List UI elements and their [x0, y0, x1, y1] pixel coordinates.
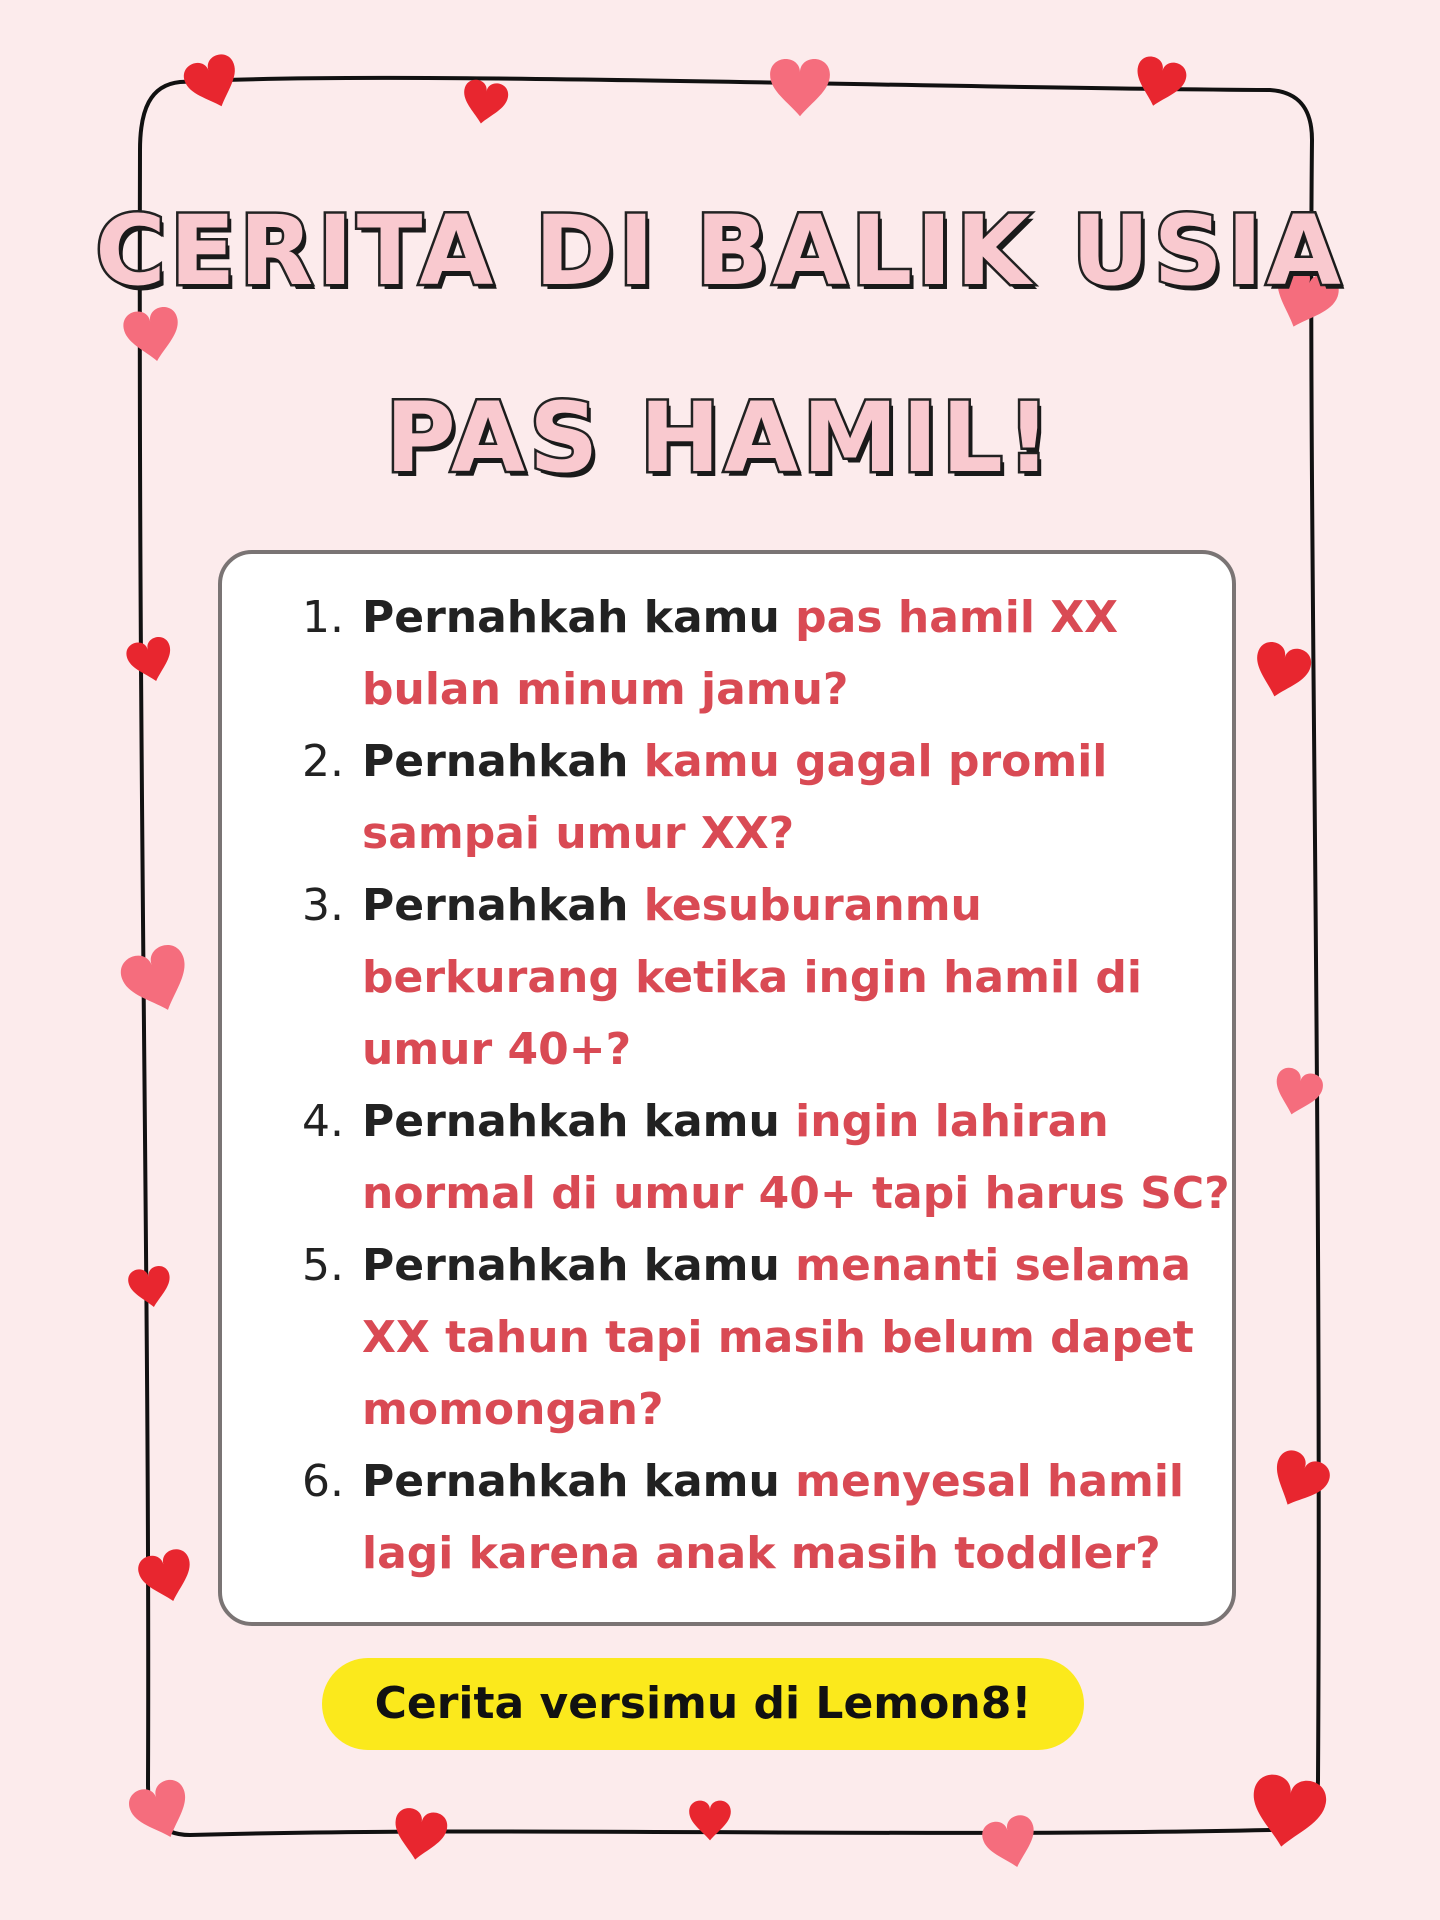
- question-item-1: [302, 582, 1232, 726]
- question-lead-text: Pernahkah kamu: [362, 592, 796, 643]
- title-line-1: CERITA DI BALIK USIA: [95, 195, 1345, 307]
- question-list: [302, 582, 1232, 1590]
- question-number: 1.: [302, 592, 344, 643]
- question-item-4: [302, 1086, 1232, 1230]
- question-number: 2.: [302, 736, 344, 787]
- heart-icon: [1245, 1772, 1329, 1853]
- heart-icon: [124, 634, 178, 686]
- question-highlight-text: kamu gagal promil sampai umur XX?: [362, 736, 1108, 859]
- question-item-3: [302, 870, 1232, 1086]
- heart-icon: [126, 1264, 174, 1310]
- question-lead-text: Pernahkah kamu: [362, 1456, 796, 1507]
- heart-icon: [770, 59, 830, 116]
- title-line-2: PAS HAMIL!: [385, 382, 1055, 494]
- heart-icon: [1248, 639, 1314, 704]
- question-number: 6.: [302, 1456, 344, 1507]
- question-highlight-text: ingin lahiran normal di umur 40+ tapi harus SC?: [362, 1096, 1230, 1219]
- question-lead-text: Pernahkah: [362, 736, 644, 787]
- heart-icon: [121, 305, 184, 366]
- cta-banner: Cerita versimu di Lemon8!: [322, 1658, 1084, 1750]
- heart-icon: [135, 1546, 198, 1608]
- heart-icon: [689, 1801, 731, 1841]
- question-lead-text: Pernahkah kamu: [362, 1240, 796, 1291]
- heart-icon: [116, 940, 198, 1021]
- question-number: 5.: [302, 1240, 344, 1291]
- heart-icon: [1263, 1446, 1335, 1516]
- question-item-2: [302, 726, 1232, 870]
- heart-icon: [390, 1806, 450, 1864]
- question-lead-text: Pernahkah kamu: [362, 1096, 796, 1147]
- question-number: 3.: [302, 880, 344, 931]
- question-lead-text: Pernahkah: [362, 880, 644, 931]
- heart-icon: [459, 78, 510, 127]
- question-highlight-text: kesuburanmu berkurang ketika ingin hamil di umur 40+?: [362, 880, 1143, 1075]
- question-item-5: [302, 1230, 1232, 1446]
- question-highlight-text: pas hamil XX bulan minum jamu?: [362, 592, 1119, 715]
- questions-card: [218, 550, 1236, 1626]
- heart-icon: [979, 1812, 1042, 1874]
- question-highlight-text: menyesal hamil lagi karena anak masih toddler?: [362, 1456, 1185, 1579]
- question-item-6: [302, 1446, 1232, 1590]
- question-highlight-text: menanti selama XX tahun tapi masih belum dapet momongan?: [362, 1240, 1194, 1435]
- question-number: 4.: [302, 1096, 344, 1147]
- heart-icon: [180, 51, 246, 116]
- heart-icon: [1129, 54, 1189, 112]
